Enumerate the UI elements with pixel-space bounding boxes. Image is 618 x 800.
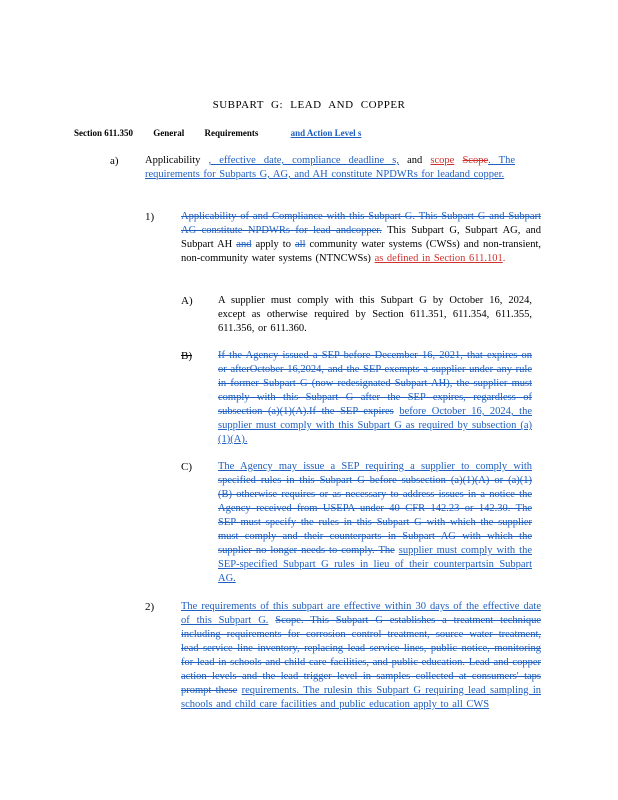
section-added-text: and Action Level s	[290, 128, 362, 138]
item-B-label: B)	[181, 350, 192, 362]
item-1-label: 1)	[145, 211, 155, 223]
item-2-label: 2)	[145, 601, 155, 613]
item-a-text: Applicability , effective date, compliance deadline s, and scope Scope. The requirements for Subparts G, AG, and AH constitute NPDWRs for leadand copper.	[145, 155, 515, 180]
section-number: Section 611.350	[74, 128, 134, 138]
subpart-heading: SUBPART G: LEAD AND COPPER	[212, 99, 406, 111]
section-header	[74, 128, 379, 138]
item-C-text: The Agency may issue a SEP requiring a supplier to comply with specified rules in this Subpart G before subsection (a)(1)(A) or (a)(1)(B) otherwise requires or as necessary to address issues in a notice the Agency received from USEPA under 40 CFR 142.23 or 142.30. The SEP must specify the rules in this Subpart G with which the supplier must comply and their counterparts in Subpart AG with which the supplier no longer needs to comply. The supplier must comply with the SEP-specified Subpart G rules in lieu of their counterpartsin Subpart AG.	[218, 461, 532, 584]
item-1-text: Applicability of and Compliance with this Subpart G. This Subpart G and Subpart AG constitute NPDWRs for lead andcopper. This Subpart G, Subpart AG, and Subpart AH and apply to all community water systems (CWSs) and non-transient, non-community water systems (NTNCWSs) as defined in Section 611.101.	[181, 211, 542, 264]
item-2-text: The requirements of this subpart are effective within 30 days of the effective date of this Subpart G. Scope. This Subpart G establishes a treatment technique including requirements for corrosion control treatment, source water treatment, lead service line inventory, replacing lead service lines, public notice, monitoring for lead in schools and child care facilities, and public education. Lead and copper action levels and the lead trigger level in samples collected at consumers' taps prompt these requirements. The rulesin this Subpart G requiring lead sampling in schools and child care facilities and public education apply to all CWS	[181, 601, 542, 710]
item-A-label: A)	[181, 295, 193, 307]
section-general: General	[153, 128, 185, 138]
item-C-label: C)	[181, 461, 192, 473]
item-A-text: A supplier must comply with this Subpart G by October 16, 2024, except as otherwise required by Section 611.351, 611.354, 611.355, 611.356, or 611.360.	[218, 295, 532, 334]
item-B-text: If the Agency issued a SEP before December 16, 2021, that expires on or afterOctober 16,2024, and the SEP exempts a supplier under any rule in former Subpart G (now redesignated Subpart AH), the supplier must comply with this Subpart G after the SEP expires, regardless of subsection (a)(1)(A).If the SEP expires before October 16, 2024, the supplier must comply with this Subpart G as required by subsection (a)(1)(A).	[218, 350, 532, 445]
section-requirements: Requirements	[204, 128, 259, 138]
item-a-label: a)	[110, 155, 119, 167]
